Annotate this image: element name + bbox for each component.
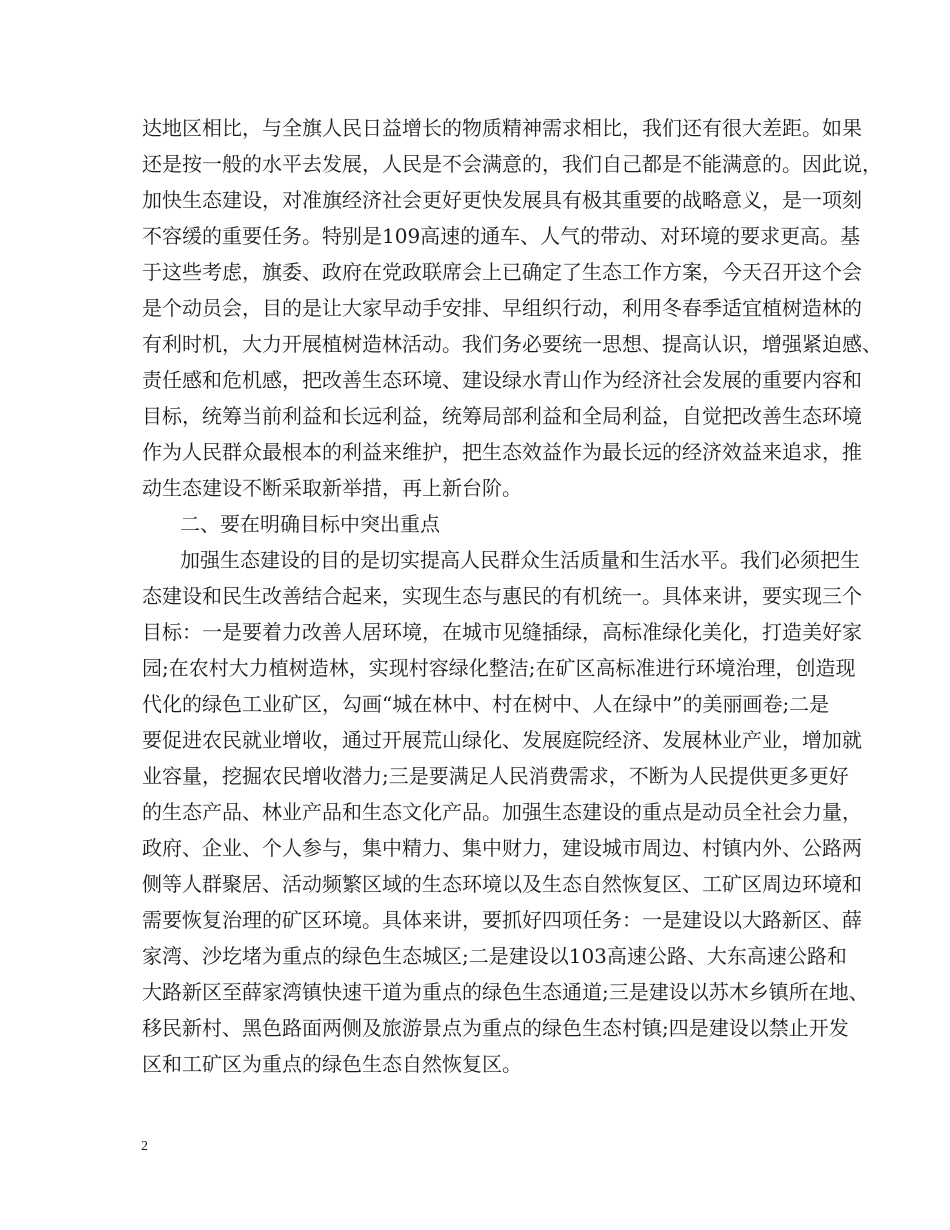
text-line: 区和工矿区为重点的绿色生态自然恢复区。	[142, 1052, 522, 1076]
text-line: 目标，统筹当前利益和长远利益，统筹局部利益和全局利益，自觉把改善生态环境	[142, 404, 862, 428]
text-line: 加快生态建设，对准旗经济社会更好更快发展具有极其重要的战略意义，是一项刻	[142, 188, 862, 212]
text-line: 大路新区至薛家湾镇快速干道为重点的绿色生态通道;三是建设以苏木乡镇所在地、	[142, 980, 869, 1004]
text-line: 侧等人群聚居、活动频繁区域的生态环境以及生态自然恢复区、工矿区周边环境和	[142, 872, 862, 896]
text-line: 移民新村、黑色路面两侧及旅游景点为重点的绿色生态村镇;四是建设以禁止开发	[142, 1016, 849, 1040]
text-line: 加强生态建设的目的是切实提高人民群众生活质量和生活水平。我们必须把生	[180, 548, 860, 572]
text-line: 要促进农民就业增收，通过开展荒山绿化、发展庭院经济、发展林业产业，增加就	[142, 728, 862, 752]
text-line: 业容量，挖掘农民增收潜力;三是要满足人民消费需求，不断为人民提供更多更好	[142, 764, 849, 788]
text-line: 动生态建设不断采取新举措，再上新台阶。	[142, 476, 522, 500]
text-line: 政府、企业、个人参与，集中精力、集中财力，建设城市周边、村镇内外、公路两	[142, 836, 862, 860]
text-line: 态建设和民生改善结合起来，实现生态与惠民的有机统一。具体来讲，要实现三个	[142, 584, 862, 608]
page-number: 2	[141, 1139, 148, 1154]
text-line: 园;在农村大力植树造林，实现村容绿化整洁;在矿区高标准进行环境治理，创造现	[142, 656, 856, 680]
text-line: 于这些考虑，旗委、政府在党政联席会上已确定了生态工作方案，今天召开这个会	[142, 260, 862, 284]
text-line: 责任感和危机感，把改善生态环境、建设绿水青山作为经济社会发展的重要内容和	[142, 368, 862, 392]
section-heading: 二、要在明确目标中突出重点	[180, 512, 440, 536]
text-line: 的生态产品、林业产品和生态文化产品。加强生态建设的重点是动员全社会力量，	[142, 800, 862, 824]
text-line: 代化的绿色工业矿区，勾画“城在林中、村在树中、人在绿中”的美丽画卷;二是	[142, 692, 830, 716]
text-line: 还是按一般的水平去发展，人民是不会满意的，我们自己都是不能满意的。因此说，	[142, 152, 882, 176]
text-line: 有利时机，大力开展植树造林活动。我们务必要统一思想、提高认识，增强紧迫感、	[142, 332, 882, 356]
text-line: 作为人民群众最根本的利益来维护，把生态效益作为最长远的经济效益来追求，推	[142, 440, 862, 464]
text-line: 家湾、沙圪堵为重点的绿色生态城区;二是建设以103高速公路、大东高速公路和	[142, 944, 847, 968]
text-line: 目标：一是要着力改善人居环境，在城市见缝插绿，高标准绿化美化，打造美好家	[142, 620, 862, 644]
text-line: 达地区相比，与全旗人民日益增长的物质精神需求相比，我们还有很大差距。如果	[142, 116, 862, 140]
text-line: 不容缓的重要任务。特别是109高速的通车、人气的带动、对环境的要求更高。基	[142, 224, 861, 248]
text-line: 是个动员会，目的是让大家早动手安排、早组织行动，利用冬春季适宜植树造林的	[142, 296, 862, 320]
text-line: 需要恢复治理的矿区环境。具体来讲，要抓好四项任务：一是建设以大路新区、薛	[142, 908, 862, 932]
